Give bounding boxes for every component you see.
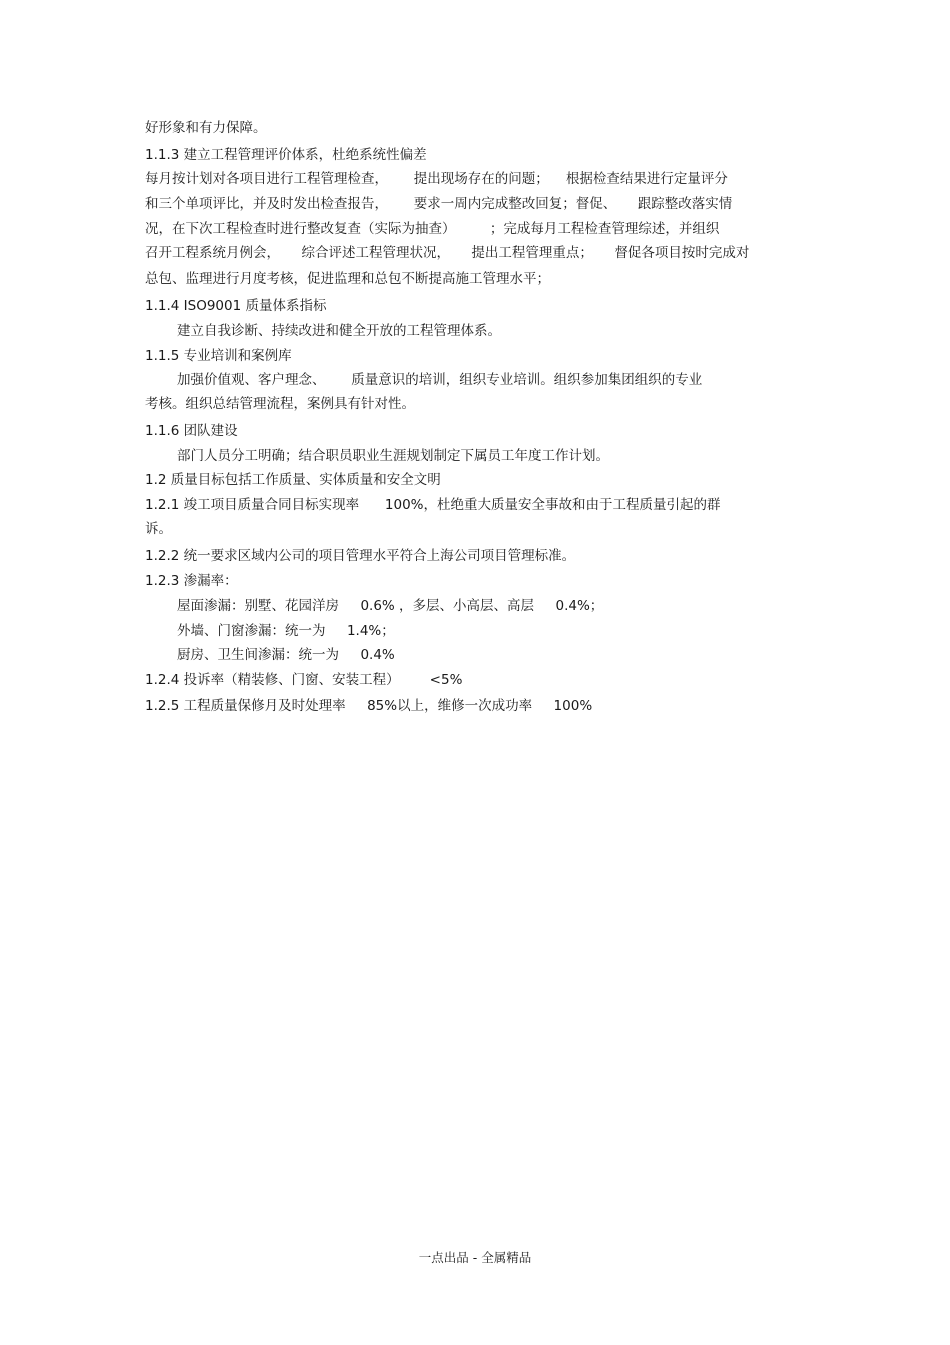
paragraph-line: 厨房、卫生间渗漏：统一为 0.4%: [177, 647, 395, 663]
page-footer: 一点出品 - 全属精品: [418, 1250, 532, 1265]
section-heading-1-2: 1.2 质量目标包括工作质量、实体质量和安全文明: [145, 472, 441, 488]
section-heading-1-1-3: 1.1.3 建立工程管理评价体系，杜绝系统性偏差: [145, 147, 427, 163]
section-heading-1-2-2: 1.2.2 统一要求区域内公司的项目管理水平符合上海公司项目管理标准。: [145, 548, 576, 564]
paragraph-line: 诉。: [145, 521, 172, 537]
section-heading-1-2-1: 1.2.1 竣工项目质量合同目标实现率 100%，杜绝重大质量安全事故和由于工程质量引起的群: [145, 497, 721, 513]
paragraph-line: 部门人员分工明确；结合职员职业生涯规划制定下属员工年度工作计划。: [177, 448, 609, 464]
paragraph-line: 好形象和有力保障。: [145, 120, 267, 136]
paragraph-line: 每月按计划对各项目进行工程管理检查， 提出现场存在的问题； 根据检查结果进行定量评分: [145, 171, 728, 187]
section-heading-1-1-5: 1.1.5 专业培训和案例库: [145, 348, 292, 364]
section-heading-1-1-6: 1.1.6 团队建设: [145, 423, 238, 439]
section-heading-1-2-4: 1.2.4 投诉率（精装修、门窗、安装工程） <5%: [145, 672, 463, 688]
paragraph-line: 屋面渗漏：别墅、花园洋房 0.6% ，多层、小高层、高层 0.4%；: [177, 598, 604, 614]
paragraph-line: 考核。组织总结管理流程，案例具有针对性。: [145, 396, 415, 412]
paragraph-line: 总包、监理进行月度考核，促进监理和总包不断提高施工管理水平；: [145, 271, 550, 287]
paragraph-line: 外墙、门窗渗漏：统一为 1.4%；: [177, 623, 395, 639]
paragraph-line: 况，在下次工程检查时进行整改复查（实际为抽查） ；完成每月工程检查管理综述，并组织: [145, 221, 720, 237]
paragraph-line: 和三个单项评比，并及时发出检查报告， 要求一周内完成整改回复；督促、 跟踪整改落实情: [145, 196, 733, 212]
paragraph-line: 召开工程系统月例会， 综合评述工程管理状况， 提出工程管理重点； 督促各项目按时完成对: [145, 245, 750, 261]
section-heading-1-2-5: 1.2.5 工程质量保修月及时处理率 85%以上，维修一次成功率 100%: [145, 698, 593, 714]
section-heading-1-1-4: 1.1.4 ISO9001 质量体系指标: [145, 298, 327, 314]
section-heading-1-2-3: 1.2.3 渗漏率：: [145, 573, 238, 589]
paragraph-line: 加强价值观、客户理念、 质量意识的培训，组织专业培训。组织参加集团组织的专业: [177, 372, 703, 388]
paragraph-line: 建立自我诊断、持续改进和健全开放的工程管理体系。: [177, 323, 501, 339]
